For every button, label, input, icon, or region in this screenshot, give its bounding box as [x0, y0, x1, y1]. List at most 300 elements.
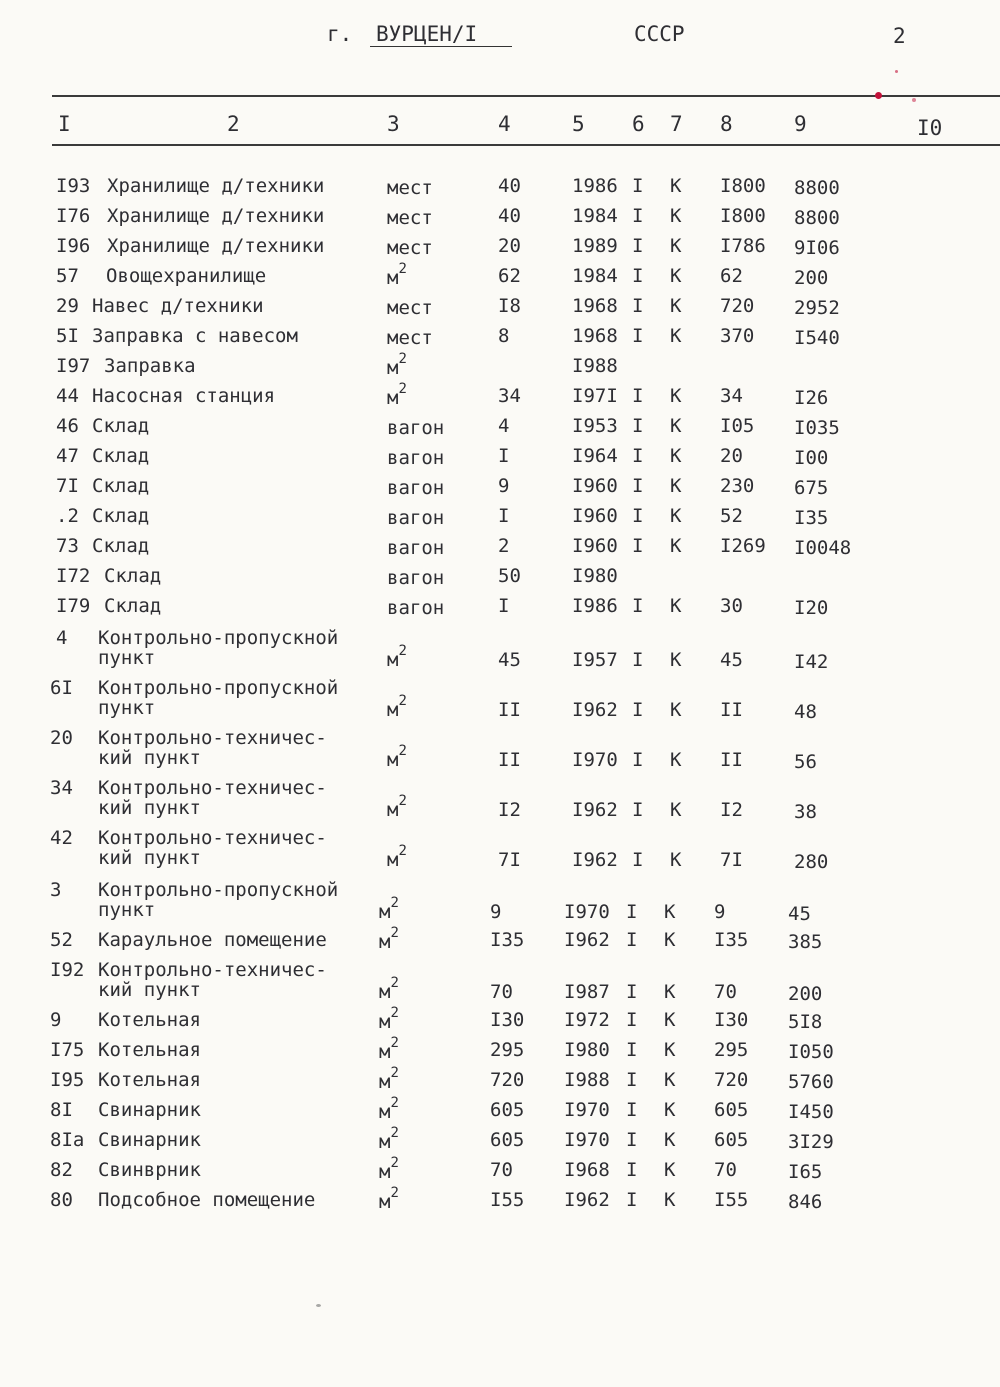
city-underline [370, 46, 512, 47]
row-year: I953 [572, 415, 618, 437]
row-number: I76 [56, 205, 91, 227]
row-col7: К [670, 505, 682, 527]
row-year: I960 [572, 475, 618, 497]
row-name: пункт [98, 647, 156, 669]
row-col8: I800 [720, 205, 766, 227]
row-col6: I [626, 981, 638, 1003]
row-quantity: I [498, 445, 510, 467]
column-header-1: I [58, 112, 71, 136]
row-col9: 385 [788, 931, 823, 953]
row-unit: вагон [387, 567, 445, 589]
row-col7: К [664, 1069, 676, 1091]
row-col7: К [670, 849, 682, 871]
row-year: I968 [564, 1159, 610, 1181]
row-name: Подсобное помещение [98, 1189, 316, 1211]
row-unit: $м^2$ [379, 1125, 399, 1153]
row-unit: $м^2$ [387, 643, 407, 671]
row-unit: $м^2$ [387, 351, 407, 379]
row-col9: I00 [794, 447, 829, 469]
row-col8: 720 [720, 295, 755, 317]
row-col9: 38 [794, 801, 817, 823]
unit-superscript: 2 [398, 643, 407, 659]
row-year: 1984 [572, 265, 618, 287]
row-name: Склад [92, 535, 150, 557]
row-col6: I [632, 749, 644, 771]
row-col8: 70 [714, 1159, 737, 1181]
row-unit: мест [387, 237, 433, 259]
row-year: I988 [572, 355, 618, 377]
row-col6: I [626, 1099, 638, 1121]
paper-speck [316, 1304, 321, 1307]
row-unit: $м^2$ [387, 261, 407, 289]
row-col6: I [632, 235, 644, 257]
row-col8: I269 [720, 535, 766, 557]
row-year: I980 [572, 565, 618, 587]
row-col6: I [626, 1009, 638, 1031]
row-col9: I20 [794, 597, 829, 619]
row-col9: 8800 [794, 177, 840, 199]
row-col7: К [670, 445, 682, 467]
unit-superscript: 2 [398, 351, 407, 367]
row-number: 47 [56, 445, 79, 467]
row-name: Склад [92, 505, 150, 527]
row-unit: $м^2$ [379, 1035, 399, 1063]
row-quantity: 605 [490, 1099, 525, 1121]
row-col9: 5760 [788, 1071, 834, 1093]
row-col8: I35 [714, 929, 749, 951]
row-number: 29 [56, 295, 79, 317]
row-name: Котельная [98, 1009, 201, 1031]
row-name: Овощехранилище [106, 265, 267, 287]
ink-speck [912, 98, 916, 102]
row-col9: I26 [794, 387, 829, 409]
row-year: I964 [572, 445, 618, 467]
unit-superscript: 2 [398, 693, 407, 709]
row-col8: 34 [720, 385, 743, 407]
row-number: 6I [50, 677, 73, 699]
row-col6: I [632, 385, 644, 407]
row-year: I980 [564, 1039, 610, 1061]
row-year: 1984 [572, 205, 618, 227]
row-col9: 846 [788, 1191, 823, 1213]
row-unit: вагон [387, 537, 445, 559]
row-col7: К [670, 175, 682, 197]
column-header-7: 7 [670, 112, 683, 136]
row-quantity: 45 [498, 649, 521, 671]
column-header-5: 5 [572, 112, 585, 136]
country-name: СССР [634, 22, 685, 46]
row-number: I96 [56, 235, 91, 257]
row-year: 1989 [572, 235, 618, 257]
row-col6: I [632, 505, 644, 527]
row-year: I962 [572, 799, 618, 821]
row-col6: I [632, 325, 644, 347]
row-number: .2 [56, 505, 79, 527]
row-year: I970 [572, 749, 618, 771]
row-col7: К [670, 749, 682, 771]
row-name: Склад [104, 595, 162, 617]
row-col8: 370 [720, 325, 755, 347]
row-quantity: 2 [498, 535, 510, 557]
row-col6: I [632, 799, 644, 821]
row-col7: К [670, 415, 682, 437]
row-col7: К [670, 235, 682, 257]
row-quantity: II [498, 749, 521, 771]
row-col7: К [664, 1189, 676, 1211]
row-col6: I [632, 175, 644, 197]
row-year: I97I [572, 385, 618, 407]
row-col6: I [632, 535, 644, 557]
row-name: Навес д/техники [92, 295, 264, 317]
unit-superscript: 2 [390, 1125, 399, 1141]
row-quantity: I35 [490, 929, 525, 951]
row-name: Склад [104, 565, 162, 587]
row-name: Котельная [98, 1069, 201, 1091]
row-col6: I [632, 595, 644, 617]
row-col7: К [664, 901, 676, 923]
row-quantity: I55 [490, 1189, 525, 1211]
row-col7: К [670, 649, 682, 671]
row-col9: I35 [794, 507, 829, 529]
row-col7: К [670, 595, 682, 617]
row-year: I960 [572, 505, 618, 527]
row-col8: 7I [720, 849, 743, 871]
row-unit: вагон [387, 507, 445, 529]
row-number: I97 [56, 355, 91, 377]
row-quantity: I [498, 505, 510, 527]
row-number: 57 [56, 265, 79, 287]
row-quantity: II [498, 699, 521, 721]
row-unit: вагон [387, 597, 445, 619]
ink-stain [875, 92, 882, 99]
row-name: Контрольно-техничес- [98, 959, 327, 981]
row-col8: I30 [714, 1009, 749, 1031]
row-name: Заправка [104, 355, 196, 377]
row-col9: 3I29 [788, 1131, 834, 1153]
row-number: I95 [50, 1069, 85, 1091]
unit-superscript: 2 [390, 925, 399, 941]
unit-superscript: 2 [398, 381, 407, 397]
row-name: Насосная станция [92, 385, 276, 407]
row-unit: $м^2$ [387, 843, 407, 871]
row-col8: 20 [720, 445, 743, 467]
row-col9: I540 [794, 327, 840, 349]
row-name: Склад [92, 445, 150, 467]
row-quantity: 70 [490, 981, 513, 1003]
row-name: Склад [92, 475, 150, 497]
row-name: Хранилище д/техники [107, 235, 325, 257]
row-unit: мест [387, 177, 433, 199]
unit-superscript: 2 [390, 1005, 399, 1021]
row-name: Склад [92, 415, 150, 437]
row-name: Контрольно-техничес- [98, 827, 327, 849]
row-col6: I [626, 901, 638, 923]
column-header-3: 3 [387, 112, 400, 136]
row-year: I970 [564, 901, 610, 923]
row-unit: вагон [387, 477, 445, 499]
row-number: 20 [50, 727, 73, 749]
city-name: ВУРЦЕН/I [376, 22, 478, 46]
row-col9: I035 [794, 417, 840, 439]
row-col8: 720 [714, 1069, 749, 1091]
row-quantity: 295 [490, 1039, 525, 1061]
row-quantity: I30 [490, 1009, 525, 1031]
row-quantity: 70 [490, 1159, 513, 1181]
row-col6: I [626, 1159, 638, 1181]
unit-superscript: 2 [398, 743, 407, 759]
unit-superscript: 2 [398, 843, 407, 859]
row-col8: II [720, 749, 743, 771]
row-name: Хранилище д/техники [107, 205, 325, 227]
row-unit: $м^2$ [387, 793, 407, 821]
row-col6: I [632, 205, 644, 227]
row-col7: К [670, 475, 682, 497]
unit-superscript: 2 [390, 1035, 399, 1051]
row-col7: К [664, 1009, 676, 1031]
row-col7: К [670, 205, 682, 227]
row-col9: 9I06 [794, 237, 840, 259]
row-year: I972 [564, 1009, 610, 1031]
ink-speck [895, 70, 898, 73]
row-col9: I65 [788, 1161, 823, 1183]
row-year: I970 [564, 1099, 610, 1121]
row-name: Котельная [98, 1039, 201, 1061]
row-col8: 605 [714, 1129, 749, 1151]
row-year: 1968 [572, 295, 618, 317]
row-unit: $м^2$ [379, 1065, 399, 1093]
unit-superscript: 2 [390, 1155, 399, 1171]
row-col6: I [626, 1129, 638, 1151]
row-number: 8Iа [50, 1129, 85, 1151]
column-header-6: 6 [632, 112, 645, 136]
page-number: 2 [893, 24, 906, 48]
row-number: 7I [56, 475, 79, 497]
unit-superscript: 2 [390, 975, 399, 991]
row-year: 1986 [572, 175, 618, 197]
row-year: I962 [564, 929, 610, 951]
row-col9: I050 [788, 1041, 834, 1063]
row-col9: 675 [794, 477, 829, 499]
header-rule-top [52, 95, 1000, 97]
row-col6: I [632, 849, 644, 871]
row-name: кий пункт [98, 847, 201, 869]
row-col8: I800 [720, 175, 766, 197]
row-col9: I42 [794, 651, 829, 673]
row-unit: $м^2$ [379, 1155, 399, 1183]
unit-superscript: 2 [398, 261, 407, 277]
row-name: Караульное помещение [98, 929, 327, 951]
row-quantity: I8 [498, 295, 521, 317]
row-number: 80 [50, 1189, 73, 1211]
row-col7: К [670, 295, 682, 317]
row-number: 8I [50, 1099, 73, 1121]
row-number: 42 [50, 827, 73, 849]
unit-superscript: 2 [398, 793, 407, 809]
row-col7: К [664, 981, 676, 1003]
row-col9: 8800 [794, 207, 840, 229]
row-col8: 9 [714, 901, 726, 923]
row-col7: К [670, 325, 682, 347]
row-quantity: 8 [498, 325, 510, 347]
row-col7: К [670, 385, 682, 407]
row-number: I75 [50, 1039, 85, 1061]
row-col6: I [626, 1189, 638, 1211]
row-number: I92 [50, 959, 85, 981]
row-unit: $м^2$ [379, 1095, 399, 1123]
row-unit: $м^2$ [379, 895, 399, 923]
row-unit: мест [387, 297, 433, 319]
row-name: кий пункт [98, 979, 201, 1001]
row-unit: вагон [387, 447, 445, 469]
row-col8: 62 [720, 265, 743, 287]
row-col6: I [632, 265, 644, 287]
row-unit: $м^2$ [387, 381, 407, 409]
row-col8: 230 [720, 475, 755, 497]
row-col9: 200 [788, 983, 823, 1005]
row-name: Контрольно-техничес- [98, 777, 327, 799]
row-unit: $м^2$ [387, 743, 407, 771]
row-quantity: 9 [490, 901, 502, 923]
row-year: I962 [572, 849, 618, 871]
header-rule-bottom [52, 144, 1000, 146]
row-col9: 48 [794, 701, 817, 723]
row-number: I72 [56, 565, 91, 587]
row-col8: 30 [720, 595, 743, 617]
row-col9: I450 [788, 1101, 834, 1123]
row-col8: 70 [714, 981, 737, 1003]
row-quantity: 720 [490, 1069, 525, 1091]
row-col7: К [664, 929, 676, 951]
row-col6: I [626, 1039, 638, 1061]
row-year: I986 [572, 595, 618, 617]
column-header-4: 4 [498, 112, 511, 136]
row-col8: 45 [720, 649, 743, 671]
row-quantity: 9 [498, 475, 510, 497]
row-year: I987 [564, 981, 610, 1003]
row-name: Свинврник [98, 1159, 201, 1181]
row-quantity: 4 [498, 415, 510, 437]
row-col9: 56 [794, 751, 817, 773]
row-year: 1968 [572, 325, 618, 347]
row-col9: 5I8 [788, 1011, 823, 1033]
row-quantity: 7I [498, 849, 521, 871]
row-col6: I [632, 445, 644, 467]
row-quantity: 62 [498, 265, 521, 287]
row-number: 73 [56, 535, 79, 557]
row-col9: 200 [794, 267, 829, 289]
row-col7: К [670, 699, 682, 721]
row-col8: I05 [720, 415, 755, 437]
row-year: I960 [572, 535, 618, 557]
row-col8: II [720, 699, 743, 721]
row-col8: 295 [714, 1039, 749, 1061]
row-name: пункт [98, 899, 156, 921]
row-name: кий пункт [98, 747, 201, 769]
row-year: I988 [564, 1069, 610, 1091]
row-number: 4 [56, 627, 68, 649]
row-col8: 52 [720, 505, 743, 527]
row-name: Заправка с навесом [92, 325, 298, 347]
row-unit: $м^2$ [379, 1005, 399, 1033]
row-col7: К [670, 799, 682, 821]
row-name: Контрольно-пропускной [98, 677, 339, 699]
row-unit: вагон [387, 417, 445, 439]
row-number: 9 [50, 1009, 62, 1031]
row-name: Свинарник [98, 1129, 201, 1151]
row-col8: I2 [720, 799, 743, 821]
row-name: пункт [98, 697, 156, 719]
row-col7: К [664, 1039, 676, 1061]
row-name: Контрольно-техничес- [98, 727, 327, 749]
row-unit: мест [387, 327, 433, 349]
row-unit: $м^2$ [387, 693, 407, 721]
row-col6: I [632, 699, 644, 721]
row-col9: 2952 [794, 297, 840, 319]
row-number: I79 [56, 595, 91, 617]
row-unit: мест [387, 207, 433, 229]
row-col7: К [664, 1129, 676, 1151]
row-unit: $м^2$ [379, 975, 399, 1003]
row-number: 34 [50, 777, 73, 799]
row-quantity: 50 [498, 565, 521, 587]
row-col9: I0048 [794, 537, 852, 559]
row-year: I970 [564, 1129, 610, 1151]
row-quantity: 20 [498, 235, 521, 257]
row-number: 46 [56, 415, 79, 437]
row-number: 82 [50, 1159, 73, 1181]
row-quantity: I [498, 595, 510, 617]
row-col9: 280 [794, 851, 829, 873]
row-number: 52 [50, 929, 73, 951]
row-col6: I [632, 295, 644, 317]
row-col9: 45 [788, 903, 811, 925]
city-prefix: г. [327, 22, 353, 46]
row-year: I962 [572, 699, 618, 721]
row-year: I957 [572, 649, 618, 671]
unit-superscript: 2 [390, 1095, 399, 1111]
row-year: I962 [564, 1189, 610, 1211]
row-col6: I [632, 415, 644, 437]
row-quantity: I2 [498, 799, 521, 821]
row-name: Свинарник [98, 1099, 201, 1121]
column-header-9: 9 [794, 112, 807, 136]
unit-superscript: 2 [390, 895, 399, 911]
row-name: Хранилище д/техники [107, 175, 325, 197]
column-header-2: 2 [227, 112, 240, 136]
row-col6: I [632, 649, 644, 671]
row-quantity: 34 [498, 385, 521, 407]
row-col6: I [632, 475, 644, 497]
unit-superscript: 2 [390, 1185, 399, 1201]
row-col8: I55 [714, 1189, 749, 1211]
row-name: Контрольно-пропускной [98, 879, 339, 901]
row-col7: К [670, 265, 682, 287]
row-number: 5I [56, 325, 79, 347]
row-number: 44 [56, 385, 79, 407]
row-number: 3 [50, 879, 62, 901]
row-col7: К [664, 1159, 676, 1181]
row-col6: I [626, 1069, 638, 1091]
row-col8: 605 [714, 1099, 749, 1121]
row-name: кий пункт [98, 797, 201, 819]
row-quantity: 605 [490, 1129, 525, 1151]
column-header-10: I0 [917, 116, 943, 140]
row-unit: $м^2$ [379, 925, 399, 953]
row-name: Контрольно-пропускной [98, 627, 339, 649]
row-quantity: 40 [498, 205, 521, 227]
row-col6: I [626, 929, 638, 951]
column-header-8: 8 [720, 112, 733, 136]
